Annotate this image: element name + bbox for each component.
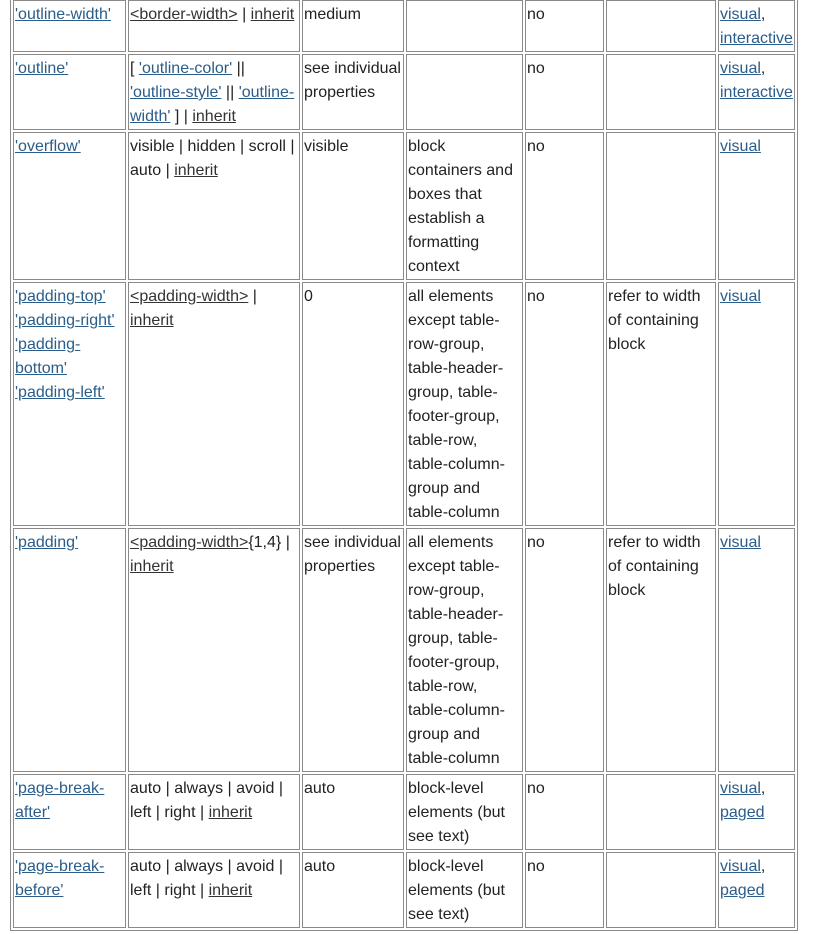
values-line — [130, 57, 298, 81]
values-line — [130, 105, 298, 129]
values-text: auto | — [130, 162, 175, 179]
property-name-link[interactable]: 'padding-right' — [15, 312, 115, 329]
applies-to-cell — [406, 282, 523, 526]
property-name-link[interactable]: bottom' — [15, 360, 67, 377]
inherited-line: no — [527, 534, 545, 551]
applies-to-cell — [406, 528, 523, 772]
applies-to-line: context — [408, 258, 460, 275]
property-name-link[interactable]: 'padding' — [15, 534, 79, 551]
inherited-line: no — [527, 288, 545, 305]
values-link[interactable]: <padding-width> — [130, 534, 249, 551]
media-group-text: , — [760, 858, 766, 875]
initial-line: see individual — [304, 534, 401, 551]
inherited-cell — [525, 852, 604, 928]
values-cell — [128, 852, 300, 928]
media-group-link[interactable]: visual — [720, 138, 761, 155]
media-group-link[interactable]: interactive — [720, 30, 793, 47]
inherited-line: no — [527, 6, 545, 23]
values-line — [130, 309, 298, 333]
values-link[interactable]: inherit — [130, 312, 174, 329]
applies-to-cell — [406, 852, 523, 928]
property-name-link[interactable]: 'page-break- — [15, 780, 105, 797]
initial-cell — [302, 132, 404, 280]
applies-to-line: table-header- — [408, 606, 504, 623]
media-groups-cell — [718, 0, 795, 52]
table-row — [13, 774, 795, 850]
property-table-body — [13, 0, 795, 928]
percentages-line: refer to width — [608, 534, 701, 551]
values-line — [130, 777, 298, 801]
applies-to-line: elements (but — [408, 804, 505, 821]
media-groups-cell — [718, 774, 795, 850]
percentages-cell — [606, 132, 716, 280]
media-group-line — [720, 3, 793, 27]
media-group-line — [720, 801, 793, 825]
inherited-line: no — [527, 138, 545, 155]
property-name-cell — [13, 132, 126, 280]
applies-to-line: all elements — [408, 288, 494, 305]
media-group-link[interactable]: visual — [720, 288, 761, 305]
values-text: | — [237, 6, 251, 23]
property-name-link[interactable]: 'padding- — [15, 336, 81, 353]
media-group-line — [720, 57, 793, 81]
applies-to-line: table-column — [408, 504, 500, 521]
media-group-line — [720, 135, 793, 159]
values-text: [ — [130, 60, 139, 77]
percentages-cell — [606, 282, 716, 526]
media-group-link[interactable]: visual — [720, 534, 761, 551]
initial-line: see individual — [304, 60, 401, 77]
values-line — [130, 135, 298, 159]
values-line — [130, 855, 298, 879]
property-table — [10, 0, 798, 931]
property-name-cell — [13, 852, 126, 928]
values-text: {1,4} | — [248, 534, 290, 551]
values-link[interactable]: inherit — [250, 6, 295, 23]
inherited-cell — [525, 282, 604, 526]
media-group-link[interactable]: interactive — [720, 84, 793, 101]
property-name-link[interactable]: 'outline-width' — [15, 6, 111, 23]
media-group-line — [720, 777, 793, 801]
applies-to-cell — [406, 132, 523, 280]
applies-to-line: boxes that — [408, 186, 482, 203]
inherited-line: no — [527, 780, 545, 797]
values-link[interactable]: <padding-width> — [130, 288, 249, 305]
media-group-line — [720, 27, 793, 51]
applies-to-line: group, table- — [408, 630, 498, 647]
values-link[interactable]: 'outline-style' — [130, 84, 222, 101]
applies-to-cell — [406, 54, 523, 130]
media-group-line — [720, 879, 793, 903]
inherited-cell — [525, 774, 604, 850]
table-row — [13, 528, 795, 772]
property-name-link[interactable]: 'padding-top' — [15, 288, 106, 305]
values-text: visible | hidden | scroll | — [130, 138, 295, 155]
applies-to-cell — [406, 774, 523, 850]
property-name-link[interactable]: 'overflow' — [15, 138, 81, 155]
media-group-link[interactable]: visual — [720, 6, 761, 23]
media-groups-cell — [718, 282, 795, 526]
applies-to-line: formatting — [408, 234, 480, 251]
applies-to-cell — [406, 0, 523, 52]
table-row — [13, 0, 795, 52]
applies-to-line: block — [408, 138, 446, 155]
values-line — [130, 879, 298, 903]
applies-to-line: group and — [408, 480, 481, 497]
percentages-cell — [606, 0, 716, 52]
values-text: auto | always | avoid | — [130, 780, 283, 797]
applies-to-line: except table- — [408, 312, 500, 329]
media-groups-cell — [718, 528, 795, 772]
applies-to-line: table-row, — [408, 432, 478, 449]
initial-line: properties — [304, 558, 376, 575]
values-line — [130, 285, 298, 309]
property-name-cell — [13, 54, 126, 130]
media-groups-cell — [718, 132, 795, 280]
table-row — [13, 54, 795, 130]
media-group-text: , — [760, 780, 766, 797]
percentages-line: refer to width — [608, 288, 701, 305]
values-link[interactable]: 'outline-color' — [138, 60, 233, 77]
applies-to-line: containers and — [408, 162, 513, 179]
values-text: left | right | — [130, 804, 209, 821]
values-cell — [128, 0, 300, 52]
applies-to-line: block-level — [408, 858, 484, 875]
percentages-cell — [606, 852, 716, 928]
property-name-cell — [13, 774, 126, 850]
values-text: auto | always | avoid | — [130, 858, 283, 875]
values-link[interactable]: <border-width> — [130, 6, 238, 23]
applies-to-line: all elements — [408, 534, 494, 551]
media-group-link[interactable]: paged — [720, 882, 765, 899]
initial-line: visible — [304, 138, 349, 155]
values-text: | — [248, 288, 257, 305]
values-line — [130, 555, 298, 579]
inherited-cell — [525, 54, 604, 130]
media-group-text: , — [760, 6, 766, 23]
percentages-cell — [606, 54, 716, 130]
values-text: left | right | — [130, 882, 209, 899]
applies-to-line: except table- — [408, 558, 500, 575]
media-group-link[interactable]: visual — [720, 60, 761, 77]
applies-to-line: elements (but — [408, 882, 505, 899]
media-groups-cell — [718, 54, 795, 130]
inherited-line: no — [527, 858, 545, 875]
property-name-cell — [13, 528, 126, 772]
initial-line: auto — [304, 780, 336, 797]
media-group-link[interactable]: visual — [720, 780, 761, 797]
applies-to-line: footer-group, — [408, 408, 500, 425]
percentages-cell — [606, 528, 716, 772]
initial-line: medium — [304, 6, 361, 23]
property-name-link[interactable]: 'page-break- — [15, 858, 105, 875]
applies-to-line: table-column- — [408, 456, 505, 473]
inherited-cell — [525, 528, 604, 772]
values-text: ] | — [170, 108, 193, 125]
initial-cell — [302, 774, 404, 850]
property-name-link[interactable]: before' — [15, 882, 64, 899]
table-row — [13, 282, 795, 526]
property-name-link[interactable]: 'padding-left' — [15, 384, 105, 401]
values-line — [130, 531, 298, 555]
applies-to-line: row-group, — [408, 582, 485, 599]
values-link[interactable]: inherit — [208, 804, 253, 821]
values-cell — [128, 528, 300, 772]
percentages-cell — [606, 774, 716, 850]
inherited-line: no — [527, 60, 545, 77]
values-link[interactable]: inherit — [192, 108, 236, 125]
values-link[interactable]: inherit — [130, 558, 174, 575]
property-name-link[interactable]: after' — [15, 804, 51, 821]
values-link[interactable]: inherit — [208, 882, 253, 899]
values-cell — [128, 774, 300, 850]
values-cell — [128, 132, 300, 280]
applies-to-line: footer-group, — [408, 654, 500, 671]
values-link[interactable]: 'outline- — [238, 84, 295, 101]
applies-to-line: block-level — [408, 780, 484, 797]
media-group-line — [720, 531, 793, 555]
property-name-cell — [13, 282, 126, 526]
initial-cell — [302, 54, 404, 130]
values-text: || — [221, 84, 239, 101]
values-link[interactable]: inherit — [174, 162, 218, 179]
initial-line: auto — [304, 858, 336, 875]
media-group-line — [720, 285, 793, 309]
applies-to-line: see text) — [408, 906, 470, 923]
applies-to-line: table-column — [408, 750, 500, 767]
values-line — [130, 159, 298, 183]
initial-line: 0 — [304, 288, 313, 305]
values-cell — [128, 54, 300, 130]
table-row — [13, 852, 795, 928]
initial-cell — [302, 282, 404, 526]
percentages-line: of containing — [608, 312, 699, 329]
values-line — [130, 801, 298, 825]
applies-to-line: group and — [408, 726, 481, 743]
media-group-line — [720, 81, 793, 105]
media-group-text: , — [760, 60, 766, 77]
values-link[interactable]: width' — [130, 108, 171, 125]
values-line — [130, 81, 298, 105]
percentages-line: of containing — [608, 558, 699, 575]
percentages-line: block — [608, 336, 646, 353]
percentages-line: block — [608, 582, 646, 599]
media-group-link[interactable]: paged — [720, 804, 765, 821]
initial-line: properties — [304, 84, 376, 101]
values-line — [130, 3, 298, 27]
initial-cell — [302, 852, 404, 928]
table-row — [13, 132, 795, 280]
inherited-cell — [525, 0, 604, 52]
initial-cell — [302, 0, 404, 52]
applies-to-line: establish a — [408, 210, 485, 227]
applies-to-line: group, table- — [408, 384, 498, 401]
applies-to-line: table-row, — [408, 678, 478, 695]
applies-to-line: table-header- — [408, 360, 504, 377]
applies-to-line: see text) — [408, 828, 470, 845]
media-group-link[interactable]: visual — [720, 858, 761, 875]
values-text: || — [232, 60, 245, 77]
applies-to-line: table-column- — [408, 702, 505, 719]
media-groups-cell — [718, 852, 795, 928]
values-cell — [128, 282, 300, 526]
media-group-line — [720, 855, 793, 879]
applies-to-line: row-group, — [408, 336, 485, 353]
property-name-cell — [13, 0, 126, 52]
initial-cell — [302, 528, 404, 772]
inherited-cell — [525, 132, 604, 280]
property-name-link[interactable]: 'outline' — [15, 60, 69, 77]
